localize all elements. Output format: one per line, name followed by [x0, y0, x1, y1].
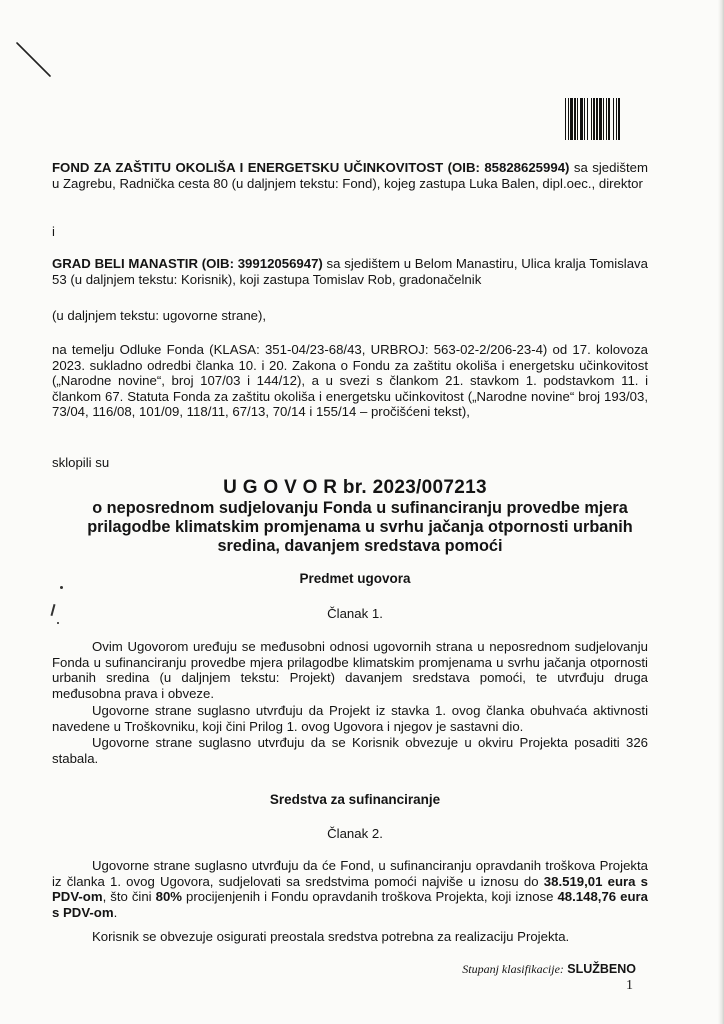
- article-2-paragraph-1: [52, 858, 648, 920]
- article-2-p1-text-b: , što čini: [102, 889, 156, 904]
- barcode-bar: [596, 98, 598, 140]
- barcode-bar: [574, 98, 576, 140]
- barcode-bar: [584, 98, 585, 140]
- classification-value: SLUŽBENO: [567, 962, 636, 976]
- barcode-bar: [603, 98, 604, 140]
- classification-footer: [462, 962, 636, 978]
- scan-speck: [57, 622, 59, 624]
- article-2-label: Članak 2.: [327, 826, 383, 841]
- party-fund-details: sa sjedištem u Zagrebu, Radnička cesta 80 (u daljnjem tekstu: Fond), kojeg zastupa Luka Balen, dipl.oec., direktor: [52, 160, 648, 191]
- party-city-name: GRAD BELI MANASTIR (OIB: 39912056947): [52, 256, 323, 271]
- scan-speck: [60, 586, 63, 589]
- grant-percentage: 80%: [155, 889, 183, 904]
- article-1-paragraph-1: Ovim Ugovorom uređuju se međusobni odnosi ugovornih strana u neposrednom sudjelovanju Fonda u sufinanciranju provedbe mjera prilagodbe klimatskim promjenama u svrhu jačanja otpornosti urbanih sredina (u daljnjem tekstu: Projekt) davanjem sredstava pomoći, te utvrđuju druga međusobna prava i obveze.: [52, 639, 648, 701]
- barcode-bar: [587, 98, 588, 140]
- section-heading-subject: Predmet ugovora: [299, 571, 411, 586]
- legal-basis: na temelju Odluke Fonda (KLASA: 351-04/23-68/43, URBROJ: 563-02-2/206-23-4) od 17. kolovoza 2023. sukladno odredbi članka 10. i 20. Zakona o Fondu za zaštitu okoliša i energetsku učinkovitost („Narodne novine“, broj 107/03 i 144/12), a u svezi s člankom 21. stavkom 1. podstavkom 11. i člankom 67. Statuta Fonda za zaštitu okoliša i energetsku učinkovitost („Narodne novine“ broj 193/03, 73/04, 116/08, 101/09, 118/11, 67/13, 70/14 i 155/14 – pročišćeni tekst),: [52, 342, 648, 419]
- barcode-bar: [608, 98, 610, 140]
- section-heading-funding: Sredstva za sufinanciranje: [269, 792, 441, 807]
- barcode-bar: [593, 98, 595, 140]
- party-city: [52, 256, 648, 287]
- barcode-bar: [580, 98, 583, 140]
- barcode-bar: [565, 98, 566, 140]
- barcode-bar: [606, 98, 607, 140]
- article-1-paragraph-2: Ugovorne strane suglasno utvrđuju da Projekt iz stavka 1. ovog članka obuhvaća aktivnosti navedene u Troškovniku, koji čini Prilog 1. ovog Ugovora i njegov je sastavni dio.: [52, 703, 648, 734]
- party-fund: [52, 160, 648, 191]
- classification-label: Stupanj klasifikacije:: [462, 962, 564, 976]
- barcode-bar: [591, 98, 592, 140]
- party-city-details: sa sjedištem u Belom Manastiru, Ulica kralja Tomislava 53 (u daljnjem tekstu: Korisnik), koji zastupa Tomislav Rob, gradonačelnik: [52, 256, 648, 287]
- article-2-p1-text-c: procijenjenih i Fondu opravdanih troškova Projekta, koji iznose: [182, 889, 558, 904]
- contract-subtitle: o neposrednom sudjelovanju Fonda u sufinanciranju provedbe mjera prilagodbe klimatskim promjenama u svrhu jačanja otpornosti urbanih sredina, davanjem sredstava pomoći: [87, 499, 633, 555]
- article-2-paragraph-2: Korisnik se obvezuje osigurati preostala sredstva potrebna za realizaciju Projekta.: [92, 929, 570, 944]
- article-2-p1-text-d: .: [113, 904, 118, 920]
- barcode-bar: [599, 98, 602, 140]
- article-1-paragraph-3: Ugovorne strane suglasno utvrđuju da se Korisnik obvezuje u okviru Projekta posaditi 326 stabala.: [52, 735, 648, 766]
- conjunction: i: [52, 224, 55, 239]
- pen-stroke-mark: [14, 40, 54, 80]
- barcode-bar: [568, 98, 569, 140]
- article-1-label: Članak 1.: [327, 606, 383, 621]
- barcode-bar: [570, 98, 573, 140]
- barcode-bar: [618, 98, 620, 140]
- page-edge-shadow: [718, 0, 724, 1024]
- parties-note: (u daljnjem tekstu: ugovorne strane),: [52, 308, 267, 323]
- total-project-cost: 48.148,76 eura s PDV-om: [52, 889, 648, 920]
- party-fund-name: FOND ZA ZAŠTITU OKOLIŠA I ENERGETSKU UČINKOVITOST (OIB: 85828625994): [52, 160, 570, 175]
- page-number: 1: [626, 978, 633, 993]
- concluded-text: sklopili su: [52, 455, 110, 470]
- barcode-bar: [613, 98, 614, 140]
- article-2-p1-text-a: Ugovorne strane suglasno utvrđuju da će Fond, u sufinanciranju opravdanih troškova Projekta iz članka 1. ovog Ugovora, sudjelovati sa sredstvima pomoći najviše u iznosu do: [52, 858, 648, 889]
- barcode-bar: [616, 98, 617, 140]
- grant-amount: 38.519,01 eura s PDV-om: [52, 873, 649, 904]
- barcode-bar: [577, 98, 578, 140]
- contract-title: U G O V O R br. 2023/007213: [223, 477, 487, 498]
- barcode-image: [565, 98, 651, 140]
